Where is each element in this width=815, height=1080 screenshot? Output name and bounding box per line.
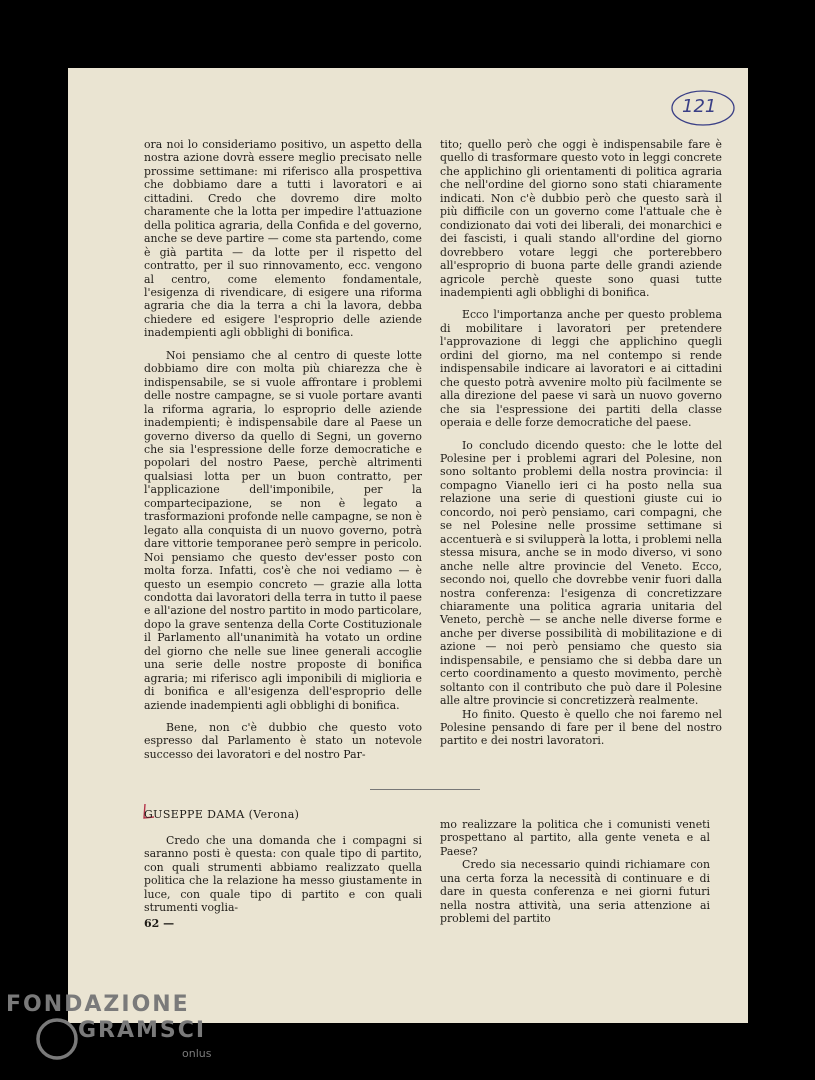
- watermark-line2: GRAMSCI: [78, 1018, 207, 1043]
- paragraph: Credo che una domanda che i compagni si saranno posti è questa: con quale tipo di partito, con quali strumenti abbiamo realizzato quella politica che la relazione ha messo giustamente in luce, con quale tipo di partito e con quali strumenti voglia-: [144, 834, 422, 915]
- paragraph: ora noi lo consideriamo positivo, un aspetto della nostra azione dovrà essere meglio precisato nelle prossime settimane: mi riferisco alla prospettiva che dobbiamo dare a tutti i lavoratori e ai cittadini. Credo che dovremo dire molto charamente che la lotta per impedire l'attuazione della politica agraria, della Confida e del governo, anche se deve partire — come sta partendo, come è già partita — da lotte per il rispetto del contratto, per il suo rinnovamento, ecc. vengono al centro, come elemento fondamentale, l'esigenza di rivendicare, di esigere una riforma agraria che dia la terra a chi la lavora, debba chiedere ed esigere l'esproprio delle aziende inadempienti agli obblighi di bonifica.: [144, 138, 422, 340]
- watermark-line3: onlus: [182, 1047, 212, 1060]
- watermark-line1: FONDAZIONE: [6, 992, 190, 1017]
- paragraph: Io concludo dicendo questo: che le lotte del Polesine per i problemi agrari del Polesine, non sono soltanto problemi della nostra provincia: il compagno Vianello ieri ci ha posto nella sua relazione una serie di questioni giuste cui io concordo, noi però pensiamo, cari compagni, che se nel Polesine nelle prossime settimane si accentuerà e si svilupperà la lotta, i problemi nella stessa misura, anche se in modo diverso, vi sono anche nelle altre provincie del Veneto. Ecco, secondo noi, quello che dovrebbe venir fuori dalla nostra conferenza: l'esigenza di concretizzare chiaramente una politica agraria unitaria del Veneto, perchè — se anche nelle diverse forme e anche per diverse possibilità di mobilitazione e di azione — noi però pensiamo che questo sia indispensabile, e pensiamo che si debba dare un certo coordinamento a questo movimento, perchè soltanto con il contributo che può dare il Polesine alle altre provincie si concretizzerà realmente.: [440, 438, 722, 708]
- watermark-logo: [6, 988, 212, 1068]
- stamp-number: 121: [682, 96, 717, 117]
- paragraph: Ho finito. Questo è quello che noi faremo nel Polesine pensando di fare per il bene del nostro partito e dei nostri lavoratori.: [440, 707, 722, 748]
- paragraph: Bene, non c'è dubbio che questo voto espresso dal Parlamento è stato un notevole successo dei lavoratori e del nostro Par-: [144, 721, 422, 761]
- speaker-name: GUSEPPE DAMA (Verona): [144, 808, 300, 821]
- text-column-right: [440, 138, 722, 748]
- archive-stamp: [668, 86, 738, 130]
- page-number: 62 —: [144, 917, 175, 930]
- text-column-left: [144, 138, 422, 761]
- logo-ring-icon: [34, 1016, 80, 1062]
- paragraph: Credo sia necessario quindi richiamare con una certa forza la necessità di continuare e di dare in questa conferenza e nei giorni futuri nella nostra attività, una seria attenzione ai problemi del partito: [440, 858, 710, 926]
- text-column-bottom-right: [440, 818, 710, 926]
- paragraph: Ecco l'importanza anche per questo problema di mobilitare i lavoratori per pretendere l'approvazione di leggi che applichino quegli ordini del giorno, ma nel contempo si rende indispensabile indicare ai lavoratori e ai cittadini che questo potrà avvenire molto più facilmente se alla direzione del paese vi sarà un nuovo governo che sia l'espressione dei partiti della classe operaia e delle forze democratiche del paese.: [440, 308, 722, 430]
- paragraph: Noi pensiamo che al centro di queste lotte dobbiamo dire con molta più chiarezza che è indispensabile, se si vuole affrontare i problemi delle nostre campagne, se si vuole portare avanti la riforma agraria, lo esproprio delle aziende inadempienti; è indispensabile dare al Paese un governo diverso da quello di Segni, un governo che sia l'espressione delle forze democratiche e popolari del nostro Paese, perchè altrimenti qualsiasi lotta per un buon contratto, per l'applicazione dell'imponibile, per la compartecipazione, se non è legato a trasformazioni profonde nelle campagne, se non è legato alla conquista di un nuovo governo, potrà dare vittorie temporanee però sempre in pericolo. Noi pensiamo che questo dev'esser posto con molta forza. Infatti, cos'è che noi vediamo — è questo un esempio concreto — grazie alla lotta condotta dai lavoratori della terra in tutto il paese e all'azione del nostro partito in modo particolare, dopo la grave sentenza della Corte Costituzionale il Parlamento all'unanimità ha votato un ordine del giorno che nelle sue linee generali accoglie una serie delle nostre proposte di bonifica agraria; mi riferisco agli imponibili di miglioria e di bonifica e all'esigenza dell'esproprio delle aziende inadempienti agli obblighi di bonifica.: [144, 348, 422, 712]
- paragraph: mo realizzare la politica che i comunisti veneti prospettano al partito, alla gente veneta e al Paese?: [440, 818, 710, 858]
- scanned-page: [68, 68, 748, 1023]
- section-divider: [370, 789, 480, 790]
- paragraph: tito; quello però che oggi è indispensabile fare è quello di trasformare questo voto in leggi concrete che applichino gli orientamenti di politica agraria che nell'ordine del giorno sono stati chiaramente indicati. Non c'è dubbio però che questo sarà il più difficile con un governo come l'attuale che è condizionato dai voti dei liberali, dei monarchici e dei fascisti, i quali stando all'ordine del giorno dovrebbero votare leggi che porterebbero all'esproprio di buona parte delle grandi aziende agricole perchè queste sono quasi tutte inadempienti agli obblighi di bonifica.: [440, 138, 722, 299]
- text-column-bottom-left: [144, 834, 422, 915]
